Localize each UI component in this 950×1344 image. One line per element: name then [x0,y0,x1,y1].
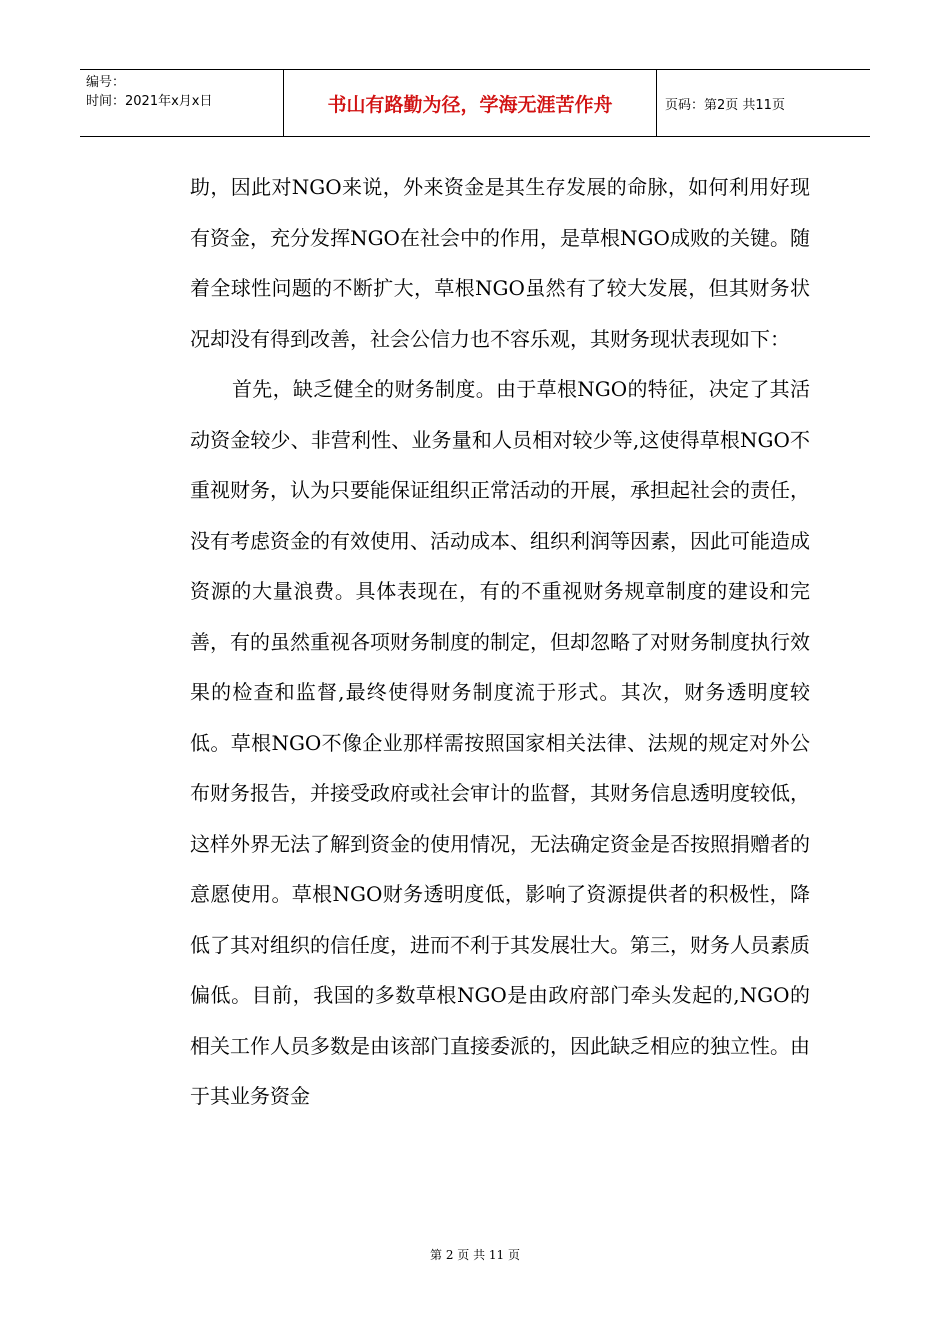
time-label: 时间：2021年x月x日 [86,94,213,109]
page-footer: 第 2 页 共 11 页 [430,1248,520,1262]
document-body [190,162,810,1122]
header-meta [80,70,284,136]
paragraph: 助，因此对NGO来说，外来资金是其生存发展的命脉，如何利用好现有资金，充分发挥NGO在社会中的作用，是草根NGO成败的关键。随着全球性问题的不断扩大，草根NGO虽然有了较大发展，但其财务状况却没有得到改善，社会公信力也不容乐观，其财务现状表现如下： [190,175,810,351]
number-label: 编号： [86,75,126,90]
header-page-info: 页码：第2页 共11页 [665,97,785,113]
paragraph: 首先，缺乏健全的财务制度。由于草根NGO的特征，决定了其活动资金较少、非营利性、业务量和人员相对较少等,这使得草根NGO不重视财务，认为只要能保证组织正常活动的开展，承担起社会的责任，没有考虑资金的有效使用、活动成本、组织利润等因素，因此可能造成资源的大量浪费。具体表现在，有的不重视财务规章制度的建设和完善，有的虽然重视各项财务制度的制定，但却忽略了对财务制度执行效果的检查和监督,最终使得财务制度流于形式。其次，财务透明度较低。草根NGO不像企业那样需按照国家相关法律、法规的规定对外公布财务报告，并接受政府或社会审计的监督，其财务信息透明度较低，这样外界无法了解到资金的使用情况，无法确定资金是否按照捐赠者的意愿使用。草根NGO财务透明度低，影响了资源提供者的积极性，降低了其对组织的信任度，进而不利于其发展壮大。第三，财务人员素质偏低。目前，我国的多数草根NGO是由政府部门牵头发起的,NGO的相关工作人员多数是由该部门直接委派的，因此缺乏相应的独立性。由于其业务资金 [190,377,810,1108]
page-header [80,69,870,137]
header-motto: 书山有路勤为径，学海无涯苦作舟 [284,70,657,136]
